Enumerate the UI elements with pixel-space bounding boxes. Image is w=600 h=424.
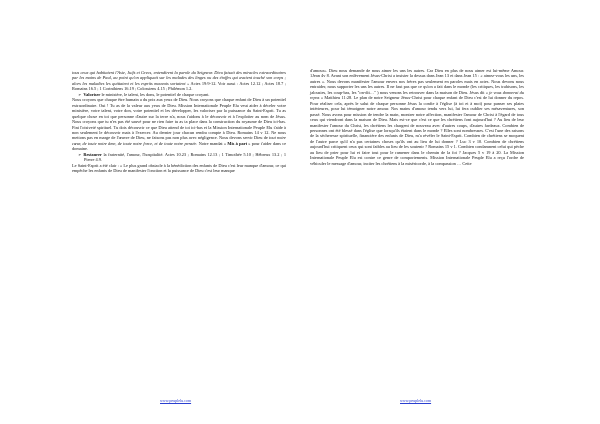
paragraph-acts bbox=[72, 70, 286, 92]
paragraph-text: » Matthieu 11:28. Le plan de notre Seigneur Jésus-Christ pour chaque enfant de Dieu c'est de lui donner du repos. Pour réaliser cela, après le salut de chaque personne Jésus la confie à l'église (à toi et à moi) pour panser ses plaies intérieures, pour lui témoigner notre amour. Nos mains d'amour tendu vers lui, lui fera oublier ses mésaventures, son passé. Nous avons pour mission de tendre la main, montrer notre affection, manifester l'amour de Christ à l'égard de tous ceux qui viendront dans la maison de Dieu. Mais est-ce que c'est ce que les chrétiens font aujourd'hui ? Au lieu de leur manifester l'amour du Christ, les chrétiens les chargent de nouveau avec d'autres coups, d'autres fardeaux. Combien de personnes ont été blessé dans l'église que lorsqu'ils étaient dans le monde ? Elles sont nombreuses. C'est l'une des raisons de la sécheresse spirituelle, financière des enfants de Dieu, m'a révéler le Saint-Esprit. Combien de chrétiens se moquent de l'autre parce qu'il n'a pas certaines choses qu'ils ont au lieu de lui donner ? Luc 3 v 10. Combien de chrétiens aujourd'hui critiquent ceux qui sont faibles au lieu de les soutenir ? Romains 15 v 1. Combien condamnent celui qui pèche au lieu de prier pour lui et faire tout pour le ramener dans le chemin de la foi ? Jacques 5 v 19 à 20. La Mission Internationale Peuple Elu est contre ce genre de comportements. Mission Internationale Peuple Elu a reçu l'ordre de véhiculer le message d'amour, inciter les chrétiens à la miséricorde, à la compassion … Cette bbox=[310, 95, 524, 166]
mandate-bold: Mis à part bbox=[227, 140, 248, 146]
left-page bbox=[72, 70, 286, 174]
paragraph-love: Le Saint-Esprit a été clair : « Le plus grand obstacle à la bénédiction des enfants de Dieu c'est leur manque d'amour, ce qui empêche les enfants de Dieu de manifester l'onction et la puissance de Dieu c'est leur manque bbox=[72, 162, 286, 174]
bullet-restaurer bbox=[72, 152, 286, 163]
paragraph-love-continued bbox=[310, 68, 524, 166]
bullet-title: Valoriser bbox=[83, 91, 101, 97]
paragraph-potential bbox=[72, 97, 286, 152]
bullet-text: le ministère, le talent, les dons, le potentiel de chaque croyant. bbox=[101, 91, 210, 97]
arrow-bullet-icon: ➢ bbox=[78, 91, 82, 97]
quote-italic: je vous donnerai du repos bbox=[310, 89, 524, 101]
right-page bbox=[310, 68, 524, 166]
footer-link-right[interactable]: www.peuplelu.com bbox=[400, 398, 432, 403]
arrow-bullet-icon: ➢ bbox=[78, 151, 82, 157]
paragraph-text: » pour t'aider dans ce domaine. bbox=[72, 140, 287, 152]
bullet-title: Restaurer bbox=[83, 151, 102, 157]
paragraph-text: d'amour». Dieu nous demande de nous aimer les uns les autres. Car Dieu en plus de nous aimer est lui-même Amour. 1Jean 4v 8. Avant son enlèvement Jésus-Christ a insister la dessus dans Jean 13 et dans Jean 15 : « aimez-vous les uns, les autres ». Nous devons manifester l'amour envers nos frères pas seulement en paroles mais en actes. Nous devons nous entraider, nous supporter les uns les autres. Il ne faut pas que ce qu'on a fait dans le monde (les critiques, les trahisons, les jalousies, les coup-bas, les "on-dit…" ) nous venons les retrouver dans la maison de Dieu. Jésus dit « bbox=[310, 68, 524, 95]
footer-link-left[interactable]: www.peuplelu.com bbox=[160, 398, 192, 403]
bible-references: Actes 19:9-12. Voir aussi : Actes 12.12 ; Actes 18.7 ; Romains 16.5 ; 1 Corinthiens 16.19 ; Colossiens 4.15 ; Philémon 1.2. bbox=[72, 80, 286, 92]
paragraph-italic: tout notre cœur, de toute notre âme, de toute notre force, et de toute notre pensée. bbox=[72, 135, 286, 146]
bullet-text: la fraternité, l'amour, l'hospitalité. Actes 10.23 ; Romains 12.13 ; 1 Timothée 5.10 ; Hébreux 13.2 ; 1 Pierre 4.9. bbox=[84, 151, 287, 163]
paragraph-text: Nous croyons que chaque être humain a du prix aux yeux de Dieu. Nous croyons que chaque enfant de Dieu à un potentiel extraordinaire. Oui ! Tu as de la valeur aux yeux de Dieu. Mission Internationale Peuple Elu veut aider à déceler votre ministère, votre talent, votre don, votre potentiel et les développer, les valoriser par la puissance du Saint-Esprit. Tu as quelque chose en toi que personne d'autre sur la terre n'a, nous t'aidons à le découvrir et à l'exploiter au nom de Jésus. Nous croyons que tu n'es pas été sauvé pour ne rien faire tu as ta place dans la construction du royaume de Dieu ici-bas. Fini l'oisiveté spirituel. Tu dois découvrir ce que Dieu attend de toi ici-bas et la Mission Internationale Peuple Elu t'aide à non seulement le découvrir mais à l'exercer. Au dernier jour chacun rendra compte à Dieu. Romains 14 v 12. Ne nous mettons pas en marge de l'œuvre de Dieu, ne faisons pas non plus avec négligence. Nous devons servir Dieu de bbox=[72, 97, 286, 141]
quote-italic: tous ceux qui habitaient l'Asie, Juifs et Grecs, entendirent la parole du Seigneur. Dieu faisait des miracles extraordinaires par les mains de Paul, au point qu'on appliquait sur les malades des linges ou des étoffes qui avaient touché son corps ; alors les maladies les quittaient et les esprits mauvais sortaient » bbox=[72, 70, 286, 86]
paragraph-text: Notre mandat « bbox=[198, 140, 228, 146]
